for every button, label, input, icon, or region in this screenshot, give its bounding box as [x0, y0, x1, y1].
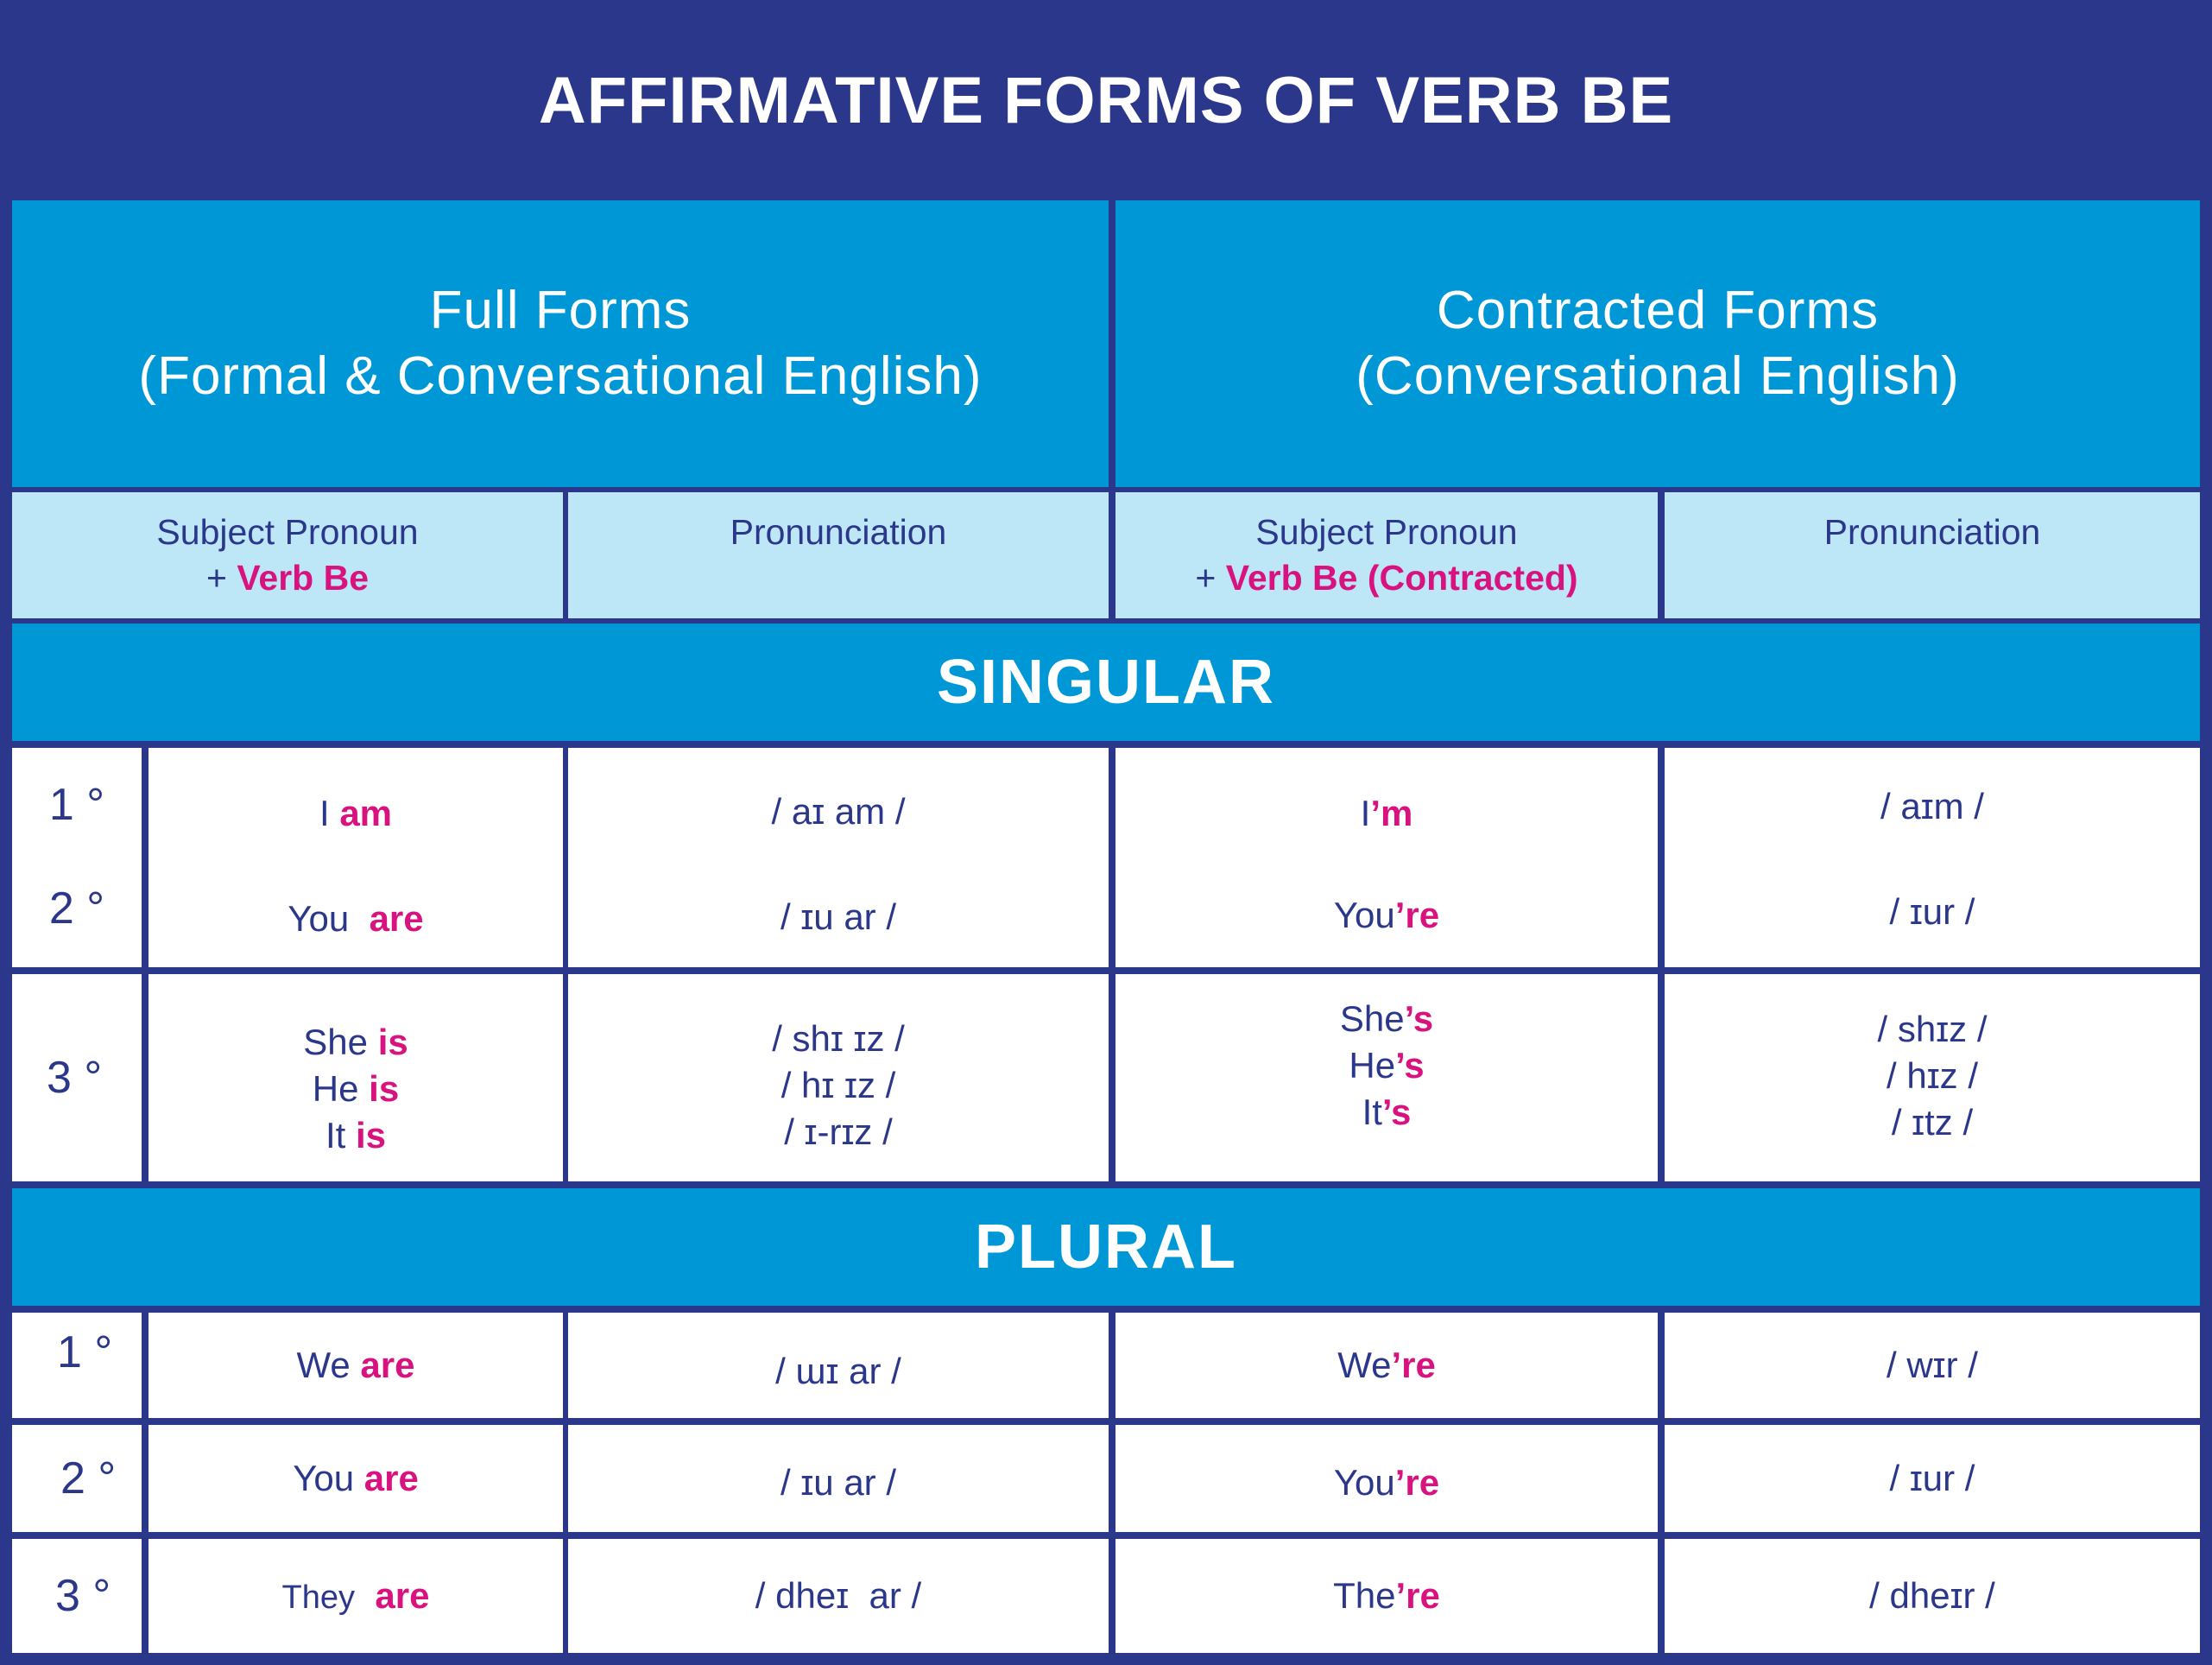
- full-form-she-is: [303, 1019, 408, 1066]
- person-1: 1 °: [48, 780, 105, 830]
- subheader-verb-line: [1195, 555, 1577, 601]
- plus-sign: +: [1195, 558, 1217, 598]
- verb-be-contracted-label: Verb Be (Contracted): [1225, 558, 1578, 598]
- plural-full-subject-1: [149, 1313, 563, 1418]
- subject-i: I: [319, 793, 330, 833]
- page-title: AFFIRMATIVE FORMS OF VERB BE: [538, 63, 1674, 137]
- plural-contr-pron-3: [1665, 1539, 2200, 1653]
- contracted-forms-header: [1115, 200, 2200, 487]
- subject-it: It: [1362, 1091, 1382, 1132]
- pron-it-is: / ɪ-rɪz /: [784, 1111, 893, 1152]
- pron-she-is: / shɪ ɪz /: [772, 1018, 905, 1060]
- person-3: 3 °: [47, 1053, 103, 1103]
- pron-they-are: / dheɪ ar /: [755, 1575, 922, 1616]
- subject-we: We: [1337, 1345, 1392, 1385]
- suffix-re: ’re: [1394, 1462, 1440, 1503]
- pron-i-am: / aɪ am /: [771, 791, 906, 832]
- full-form-you-are: [293, 1458, 419, 1499]
- contracted-shes: [1340, 996, 1433, 1042]
- contracted-forms-title: Contracted Forms: [1436, 281, 1880, 341]
- subject-we: We: [296, 1345, 351, 1385]
- plural-contr-pron-2: [1665, 1425, 2200, 1532]
- full-form-it-is: [303, 1112, 408, 1159]
- plural-person-cell-1: [12, 1313, 142, 1418]
- subject-you: You: [293, 1458, 355, 1498]
- plural-contr-subject-3: [1115, 1539, 1658, 1653]
- full-form-you-are: [149, 898, 563, 940]
- suffix-re: ’re: [1391, 1345, 1436, 1385]
- full-form-we-are: [297, 1345, 415, 1386]
- subject-you: You: [1333, 895, 1395, 935]
- singular-full-pron-1-2: [568, 748, 1109, 967]
- subject-it: It: [325, 1114, 346, 1155]
- plural-full-subject-2: [149, 1425, 563, 1532]
- pron-he-is: / hɪ ɪz /: [781, 1065, 896, 1106]
- plural-band: PLURAL: [12, 1188, 2200, 1306]
- verb-are: are: [360, 1345, 415, 1385]
- subject-he: He: [312, 1068, 359, 1110]
- singular-person-cell-3: [12, 974, 142, 1181]
- verb-are: are: [375, 1575, 430, 1616]
- subject-you: You: [1333, 1462, 1395, 1503]
- singular-band: SINGULAR: [12, 624, 2200, 741]
- pron-we-are: / ɯɪ ar /: [775, 1351, 901, 1391]
- subheader-full-pronunciation: [568, 492, 1109, 618]
- plural-full-pron-1: [568, 1313, 1109, 1418]
- plural-contr-subject-1: [1115, 1313, 1658, 1418]
- contracted-hes: [1340, 1042, 1433, 1089]
- subheader-subject-label: Subject Pronoun: [1255, 512, 1518, 552]
- subject-he: He: [1349, 1045, 1396, 1086]
- full-forms-title: Full Forms: [429, 281, 692, 341]
- verb-is: is: [355, 1114, 387, 1155]
- subheader-full-subject: [12, 492, 563, 618]
- subject-she: She: [303, 1022, 369, 1063]
- suffix-m: ’m: [1370, 793, 1413, 833]
- singular-contr-subject-1-2: [1115, 748, 1658, 967]
- subheader-subject-label: Subject Pronoun: [156, 512, 419, 552]
- person-1: 1 °: [57, 1327, 113, 1377]
- full-form-they-are: [282, 1575, 430, 1617]
- subject-you: You: [288, 898, 350, 939]
- full-form-i-am: [149, 793, 563, 834]
- plural-contr-pron-1: [1665, 1313, 2200, 1418]
- pron-im: / aɪm /: [1880, 786, 1984, 826]
- singular-full-subject-3: [149, 974, 563, 1181]
- verb-is: is: [377, 1022, 408, 1063]
- contracted-were: [1337, 1345, 1436, 1386]
- contracted-youre: [1115, 895, 1658, 936]
- verb-be-label: Verb Be: [237, 558, 370, 598]
- pron-were: / wɪr /: [1887, 1345, 1978, 1385]
- suffix-s: ’s: [1381, 1091, 1412, 1132]
- contracted-youre: [1334, 1462, 1439, 1504]
- pronunciation-label: Pronunciation: [730, 512, 947, 552]
- plural-contr-subject-2: [1115, 1425, 1658, 1532]
- plus-sign: +: [205, 558, 227, 598]
- pron-hes: / hɪz /: [1887, 1055, 1978, 1097]
- contracted-forms-subtitle: (Conversational English): [1356, 346, 1960, 406]
- singular-contr-subject-3: [1115, 974, 1658, 1181]
- singular-person-cell-1-2: [12, 748, 142, 967]
- person-3: 3 °: [55, 1571, 111, 1621]
- singular-full-subject-1-2: [149, 748, 563, 967]
- suffix-re: ’re: [1395, 1575, 1440, 1616]
- verb-are: are: [369, 898, 424, 939]
- suffix-s: ’s: [1395, 1045, 1425, 1086]
- pron-you-are: / ɪu ar /: [781, 1462, 896, 1503]
- singular-contr-pron-3: [1665, 974, 2200, 1181]
- contracted-its: [1340, 1089, 1433, 1136]
- pron-youre: / ɪur /: [1889, 1458, 1975, 1498]
- pron-shes: / shɪz /: [1877, 1009, 1988, 1050]
- subject-the: The: [1333, 1575, 1396, 1616]
- full-form-he-is: [303, 1066, 408, 1112]
- pron-you-are: / ɪu ar /: [781, 896, 896, 937]
- person-2: 2 °: [60, 1453, 117, 1504]
- subject-she: She: [1339, 998, 1405, 1040]
- contracted-im: [1115, 793, 1658, 834]
- pron-theyre: / dheɪr /: [1869, 1575, 1995, 1616]
- verb-am: am: [339, 793, 393, 833]
- pron-its: / ɪtz /: [1891, 1101, 1974, 1143]
- verb-is: is: [369, 1068, 400, 1110]
- full-forms-subtitle: (Formal & Conversational English): [138, 346, 983, 406]
- singular-contr-pron-1-2: [1665, 748, 2200, 967]
- pron-youre: / ɪur /: [1889, 891, 1975, 932]
- singular-full-pron-3: [568, 974, 1109, 1181]
- suffix-s: ’s: [1404, 998, 1434, 1040]
- subject-i: I: [1360, 793, 1371, 833]
- plural-person-cell-2: [12, 1425, 142, 1532]
- subject-they: They: [281, 1580, 356, 1616]
- plural-full-subject-3: [149, 1539, 563, 1653]
- verb-are: are: [363, 1458, 419, 1498]
- plural-full-pron-3: [568, 1539, 1109, 1653]
- contracted-theyre: [1333, 1575, 1440, 1617]
- subheader-contracted-pronunciation: [1665, 492, 2200, 618]
- person-2: 2 °: [48, 883, 105, 934]
- subheader-contracted-subject: [1115, 492, 1658, 618]
- plural-person-cell-3: [12, 1539, 142, 1653]
- subheader-verb-line: [206, 555, 369, 601]
- full-forms-header: [12, 200, 1109, 487]
- pronunciation-label: Pronunciation: [1823, 512, 2041, 552]
- suffix-re: ’re: [1394, 895, 1440, 935]
- plural-full-pron-2: [568, 1425, 1109, 1532]
